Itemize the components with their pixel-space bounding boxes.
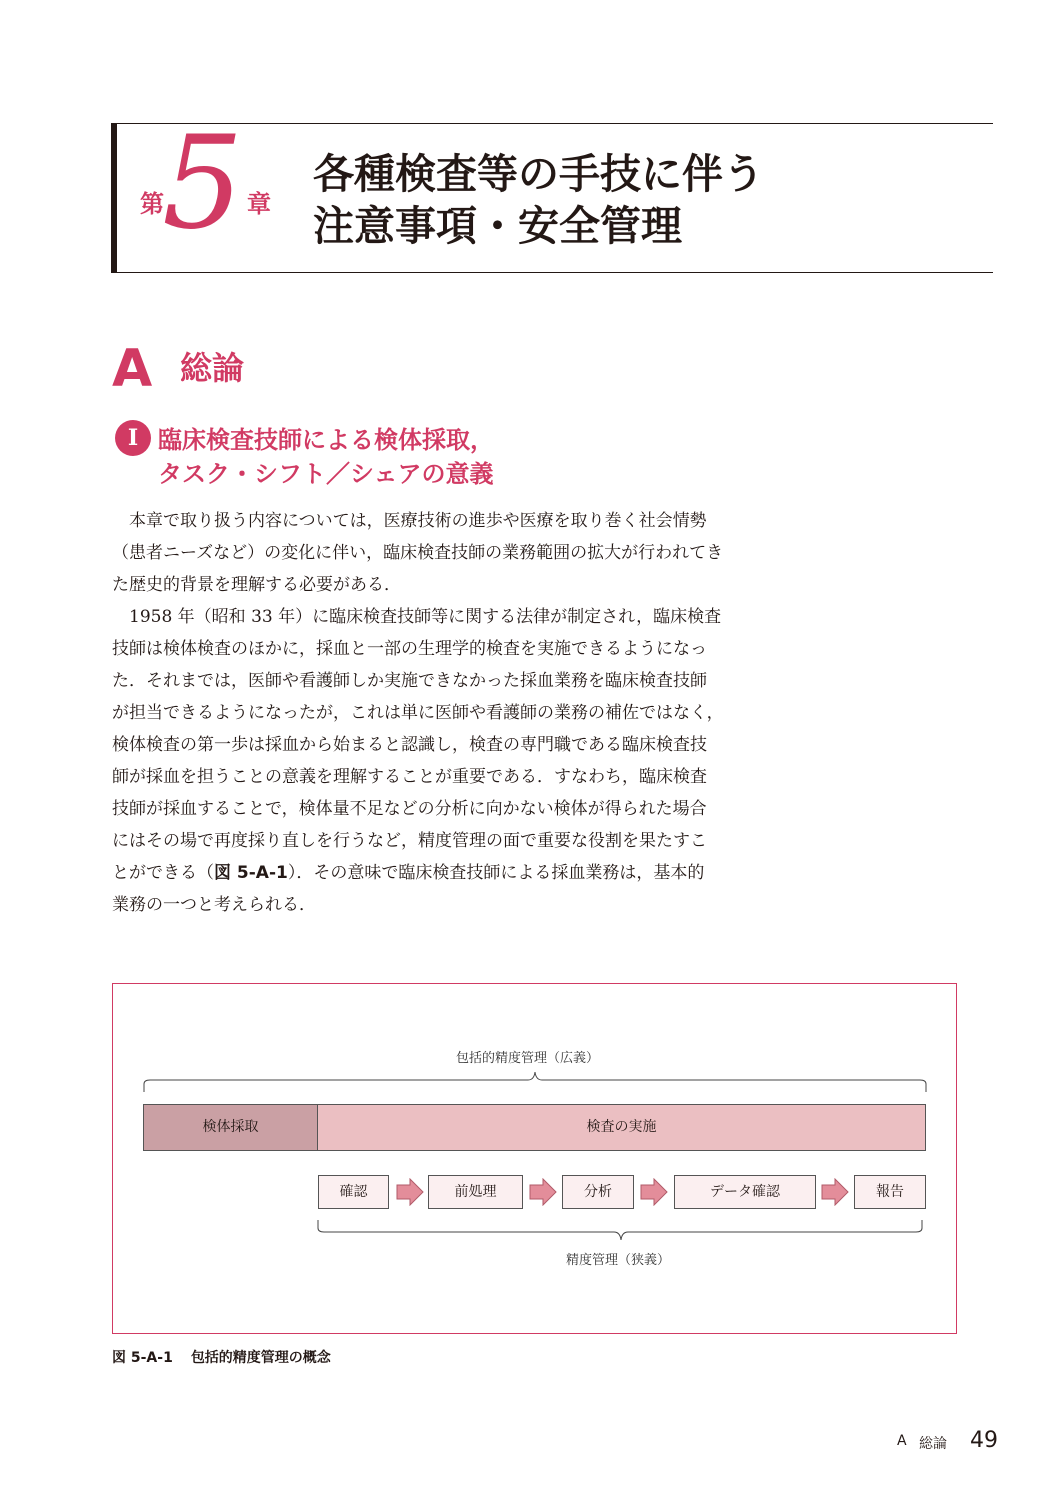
body-text-fragment: とができる（ [112, 863, 214, 883]
body-line: 検体検査の第一歩は採血から始まると認識し，検査の専門職である臨床検査技 [112, 735, 707, 755]
section-letter: A [112, 339, 153, 399]
chapter-number: 5 [162, 109, 244, 258]
body-line: にはその場で再度採り直しを行うなど，精度管理の面で重要な役割を果たすこ [112, 831, 707, 851]
figure-bottom-label: 精度管理（狭義） [566, 1253, 671, 1268]
bar-specimen-collection: 検体採取 [143, 1104, 318, 1151]
body-line: 師が採血を担うことの意義を理解することが重要である．すなわち，臨床検査 [112, 767, 707, 787]
step-preprocessing: 前処理 [428, 1175, 523, 1209]
arrow-right-icon [529, 1178, 557, 1206]
figure-caption [112, 1347, 331, 1367]
body-line: 技師は検体検査のほかに，採血と一部の生理学的検査を実施できるようになっ [112, 639, 707, 659]
top-brace-icon [140, 1068, 930, 1096]
body-text [112, 505, 778, 921]
step-confirm: 確認 [318, 1175, 389, 1209]
figure-top-label: 包括的精度管理（広義） [456, 1051, 600, 1066]
body-line: が担当できるようになったが，これは単に医師や看護師の業務の補佐ではなく， [112, 703, 724, 723]
body-line: 1958 年（昭和 33 年）に臨床検査技師等に関する法律が制定され，臨床検査 [112, 607, 722, 627]
chapter-title-line2: 注意事項・安全管理 [313, 202, 682, 250]
body-line-with-figure-ref [112, 857, 778, 889]
arrow-right-icon [396, 1178, 424, 1206]
chapter-title-line1: 各種検査等の手技に伴う [313, 150, 764, 198]
figure-reference-link[interactable]: 図 5-A-1 [214, 863, 288, 883]
body-text-fragment: ）．その意味で臨床検査技師による採血業務は，基本的 [287, 863, 705, 883]
arrow-right-icon [821, 1178, 849, 1206]
bar-test-execution: 検査の実施 [318, 1104, 926, 1151]
body-line: 業務の一つと考えられる． [112, 895, 316, 915]
figure-caption-number: 図 5-A-1 [112, 1350, 173, 1366]
body-line: 本章で取り扱う内容については，医療技術の進歩や医療を取り巻く社会情勢 [112, 511, 707, 531]
body-line: た歴史的背景を理解する必要がある． [112, 575, 401, 595]
footer-section-letter: A [897, 1433, 907, 1449]
section-title: 総論 [180, 349, 245, 387]
body-line: た．それまでは，医師や看護師しか実施できなかった採血業務を臨床検査技師 [112, 671, 707, 691]
footer-section-title: 総論 [919, 1436, 947, 1452]
chapter-title [313, 148, 764, 252]
subsection-number-badge: I [115, 420, 151, 456]
body-line: 技師が採血することで，検体量不足などの分析に向かない検体が得られた場合 [112, 799, 707, 819]
chapter-prefix: 第 [140, 190, 164, 218]
arrow-right-icon [640, 1178, 668, 1206]
page-number: 49 [970, 1428, 998, 1453]
figure-caption-text: 包括的精度管理の概念 [190, 1350, 331, 1366]
step-data-check: データ確認 [674, 1175, 816, 1209]
subsection-title [158, 423, 494, 491]
figure-frame [112, 983, 957, 1334]
step-report: 報告 [854, 1175, 926, 1209]
chapter-suffix: 章 [247, 190, 271, 218]
subsection-title-line2: タスク・シフト／シェアの意義 [158, 460, 494, 488]
body-line: （患者ニーズなど）の変化に伴い，臨床検査技師の業務範囲の拡大が行われてき [112, 543, 724, 563]
bottom-brace-icon [314, 1216, 930, 1244]
subsection-title-line1: 臨床検査技師による検体採取， [158, 426, 494, 454]
step-analysis: 分析 [562, 1175, 634, 1209]
